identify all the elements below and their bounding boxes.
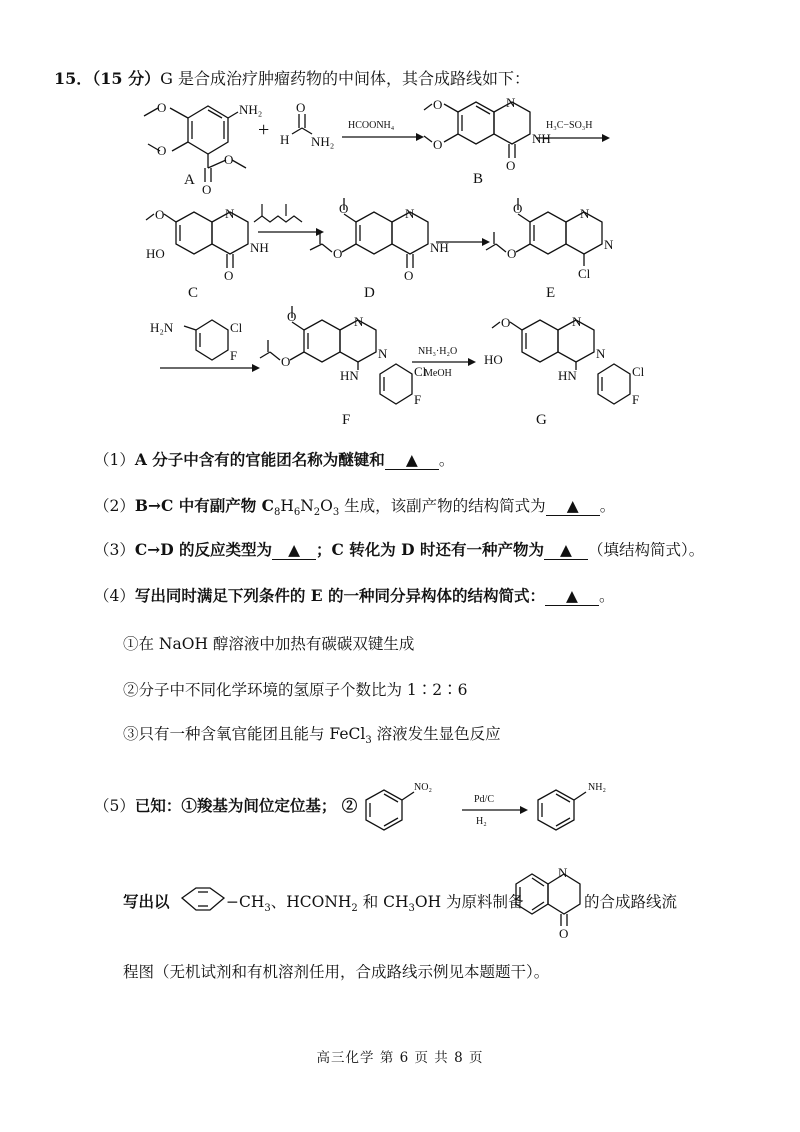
reagent-hcoonh4: HCOONH₄ — [348, 120, 395, 131]
atom-cl: Cl — [414, 364, 427, 379]
atom-f: F — [414, 392, 422, 407]
atom-o: O — [559, 926, 569, 940]
atom-cl: Cl — [578, 266, 591, 281]
condition-3: ③只有一种含氧官能团且能与 FeCl$_3$ 溶液发生显色反应 — [123, 725, 501, 747]
atom-n: N — [558, 865, 568, 880]
atom-n: N — [506, 95, 516, 110]
atom-cl: Cl — [230, 320, 243, 335]
label-F: F — [342, 412, 351, 428]
label-C: C — [188, 285, 199, 301]
atom-nh2: NH₂ — [311, 134, 335, 149]
atom-o: O — [433, 137, 443, 152]
atom-cl: Cl — [632, 364, 645, 379]
atom-o: O — [339, 201, 349, 216]
atom-o: O — [506, 158, 516, 173]
atom-o: O — [281, 354, 291, 369]
atom-n: N — [225, 206, 235, 221]
question-number: 15． — [54, 69, 93, 88]
atom-o: O — [507, 246, 517, 261]
answer-blank[interactable]: ▲ — [546, 497, 600, 516]
atom-n: N — [596, 346, 606, 361]
atom-nh: NH — [250, 240, 269, 255]
atom-o: O — [202, 182, 212, 197]
atom-ho: HO — [146, 246, 165, 261]
question-intro: G 是合成治疗肿瘤药物的中间体，其合成路线如下： — [160, 69, 530, 88]
sub-question-1: （1）A 分子中含有的官能团名称为醚键和 ▲ 。 — [94, 450, 455, 469]
atom-f: F — [632, 392, 640, 407]
reagent-pdc: Pd/C — [474, 794, 495, 805]
answer-blank[interactable]: ▲ — [545, 587, 599, 606]
atom-h2n: H₂N — [150, 320, 174, 335]
known-reaction-scheme — [352, 770, 642, 840]
atom-f: F — [230, 348, 238, 363]
atom-o: O — [157, 143, 167, 158]
q5-instruction-mid: $-CH_3$、$HCONH_2$ 和 $CH_3OH$ 为原料制备 — [226, 893, 524, 915]
atom-n: N — [580, 206, 590, 221]
atom-n: N — [378, 346, 388, 361]
sub-question-4: （4）写出同时满足下列条件的 E 的一种同分异构体的结构简式： ▲ 。 — [94, 586, 615, 605]
reagent-meoh: MeOH — [424, 368, 452, 379]
label-G: G — [536, 412, 547, 428]
atom-nh: NH — [532, 131, 551, 146]
reagent-h2: H₂ — [476, 816, 487, 827]
atom-o: O — [287, 309, 297, 324]
atom-no2: NO₂ — [414, 782, 432, 793]
atom-o: O — [333, 246, 343, 261]
compound-G-structure — [492, 320, 630, 404]
atom-o: O — [296, 100, 306, 115]
aniline-reagent-structure — [184, 320, 228, 360]
label-A: A — [184, 172, 195, 188]
reagent-ammonia: NH₃·H₂O — [418, 346, 458, 357]
atom-ho: HO — [484, 352, 503, 367]
atom-nh: NH — [430, 240, 449, 255]
atom-o: O — [404, 268, 414, 283]
atom-o: O — [157, 100, 167, 115]
q5-instruction-last: 程图（无机试剂和有机溶剂任用，合成路线示例见本题题干）。 — [123, 963, 550, 981]
q5-instruction-line: 写出以 — [123, 892, 170, 911]
answer-blank[interactable]: ▲ — [544, 541, 588, 560]
sub-question-2: （2）B→C 中有副产物 $C_8H_6N_2O_3$ 生成，该副产物的结构简式为 ▲ 。 — [94, 496, 616, 519]
plus-sign: + — [258, 119, 270, 141]
condition-1: ①在 NaOH 醇溶液中加热有碳碳双键生成 — [123, 635, 415, 653]
answer-blank[interactable]: ▲ — [385, 451, 439, 470]
atom-h: H — [280, 132, 290, 147]
answer-blank[interactable]: ▲ — [272, 541, 316, 560]
atom-o: O — [224, 268, 234, 283]
atom-o: O — [501, 315, 511, 330]
atom-n: N — [405, 206, 415, 221]
atom-n: N — [354, 314, 364, 329]
atom-o: O — [513, 201, 523, 216]
label-D: D — [364, 285, 375, 301]
target-quinazolinone-structure — [512, 860, 592, 940]
page-footer: 高三化学 第 6 页 共 8 页 — [316, 1050, 484, 1066]
atom-n: N — [604, 237, 614, 252]
question-score: （15 分） — [92, 69, 161, 88]
reagent-msoh: H₃C−SO₃H — [546, 120, 593, 131]
atom-o: O — [433, 97, 443, 112]
atom-nh: HN — [558, 368, 577, 383]
label-B: B — [473, 171, 484, 187]
condition-2: ②分子中不同化学环境的氢原子个数比为 1∶2∶6 — [123, 681, 468, 699]
atom-nh: HN — [340, 368, 359, 383]
sub-question-5: （5）已知：①羧基为间位定位基； ② — [94, 796, 358, 815]
atom-nh2: NH₂ — [239, 102, 263, 117]
label-E: E — [546, 285, 556, 301]
q5-instruction-end: 的合成路线流 — [584, 893, 678, 911]
synthesis-scheme — [0, 0, 800, 440]
acetic-anhydride-structure — [254, 204, 302, 222]
atom-n: N — [572, 314, 582, 329]
sub-question-3: （3）C→D 的反应类型为 ▲ ；C 转化为 D 时还有一种产物为 ▲ （填结构简式）。 — [94, 540, 705, 559]
atom-o: O — [155, 207, 165, 222]
atom-o: O — [224, 152, 234, 167]
atom-nh2: NH₂ — [588, 782, 606, 793]
formamide-structure — [292, 114, 312, 134]
